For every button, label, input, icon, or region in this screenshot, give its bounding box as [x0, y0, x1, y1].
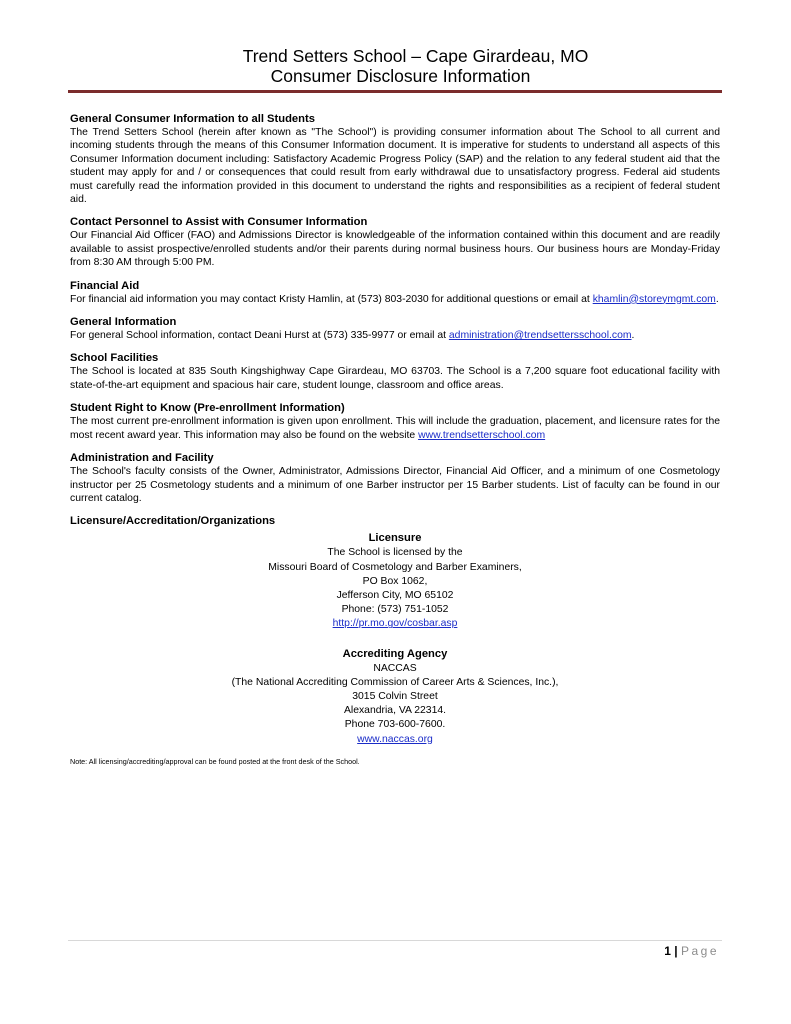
agency-heading: Accrediting Agency	[342, 647, 448, 660]
page-label: Page	[680, 944, 719, 958]
body-text: For general School information, contact Deani Hurst at (573) 335-9977 or email at	[70, 330, 449, 342]
section-student-right-to-know	[70, 401, 720, 442]
section-title: School Facilities	[70, 352, 159, 365]
page-number	[664, 944, 719, 958]
section-title: Licensure/Accreditation/Organizations	[70, 515, 276, 528]
financial-aid-email-link[interactable]: khamlin@storeymgmt.com	[592, 293, 716, 305]
section-title: Financial Aid	[70, 279, 140, 292]
section-title: Student Right to Know (Pre-enrollment Information)	[70, 402, 345, 415]
document-header	[0, 46, 791, 86]
body-text: For financial aid information you may contact Kristy Hamlin, at (573) 803-2030 for additional questions or email at	[70, 293, 593, 305]
accrediting-agency-block	[70, 647, 720, 747]
licensure-line: Jefferson City, MO 65102	[336, 589, 454, 601]
header-divider	[68, 90, 722, 93]
section-licensure-accreditation	[70, 514, 720, 766]
document-body	[70, 112, 720, 767]
licensure-block	[70, 531, 720, 631]
section-body: The School's faculty consists of the Owner, Administrator, Admissions Director, Financial Aid Officer, and a minimum of one Cosmetology instructor per 25 Cosmetology students and a minimum of one Barber instructor per 15 Barber students. List of faculty can be found in our current catalog.	[70, 466, 720, 504]
body-text: .	[631, 330, 635, 342]
section-body: Our Financial Aid Officer (FAO) and Admissions Director is knowledgeable of the information contained within this document and are readily available to assist prospective/enrolled students and/or their parents during normal business hours. Our business hours are Monday-Friday from 8:30 AM through 5:00 PM.	[70, 230, 720, 269]
licensure-heading: Licensure	[368, 532, 422, 545]
agency-line: Phone 703-600-7600.	[344, 719, 446, 731]
licensure-line: Missouri Board of Cosmetology and Barber Examiners,	[268, 561, 522, 573]
section-title: General Information	[70, 316, 177, 329]
body-text: The most current pre-enrollment information is given upon enrollment. This will include the graduation, placement, and licensure rates for the most recent award year. This information may also be found on the website	[70, 416, 720, 441]
section-financial-aid	[70, 279, 720, 306]
section-title: Contact Personnel to Assist with Consumer Information	[70, 216, 368, 229]
section-general-information	[70, 315, 720, 342]
footnote: Note: All licensing/accrediting/approval can be found posted at the front desk of the School.	[70, 756, 360, 766]
document-title: Trend Setters School – Cape Girardeau, MO	[242, 46, 589, 66]
licensure-line: The School is licensed by the	[327, 547, 463, 559]
section-title: General Consumer Information to all Students	[70, 113, 315, 125]
section-body	[70, 415, 720, 442]
section-body	[70, 293, 720, 306]
administration-email-link[interactable]: administration@trendsettersschool.com	[448, 330, 632, 342]
section-body	[70, 329, 720, 342]
cosbar-link[interactable]: http://pr.mo.gov/cosbar.asp	[332, 618, 458, 630]
agency-line: NACCAS	[373, 662, 417, 674]
section-contact-personnel	[70, 215, 720, 269]
section-body: The School is located at 835 South Kingshighway Cape Girardeau, MO 63703. The School is a 7,200 square foot educational facility with state-of-the-art equipment and spacious hair care, student lounge, classroom and office areas.	[70, 366, 720, 391]
section-administration-facility	[70, 451, 720, 505]
section-body: The Trend Setters School (herein after known as "The School") is providing consumer information about The School to all current and incoming students through the means of this Consumer Information document. It is imperative for students to understand all aspects of this Consumer Information document including: Satisfactory Academic Progress Policy (SAP) and the relation to any federal student aid that the student may apply for and / or consequences that could result from early withdrawal due to unsatisfactory progress. Federal aid students must carefully read the information provided in this document to understand the rights and responsibilities as a recipient of federal student aid.	[70, 127, 720, 206]
body-text: .	[715, 293, 719, 305]
section-school-facilities	[70, 351, 720, 392]
naccas-link[interactable]: www.naccas.org	[357, 733, 433, 745]
document-subtitle: Consumer Disclosure Information	[270, 66, 531, 86]
agency-line: Alexandria, VA 22314.	[343, 705, 447, 717]
page-number-value: 1	[664, 944, 671, 958]
website-link[interactable]: www.trendsetterschool.com	[418, 429, 546, 441]
licensure-line: Phone: (573) 751-1052	[341, 604, 449, 616]
section-title: Administration and Facility	[70, 452, 214, 465]
footer-divider	[68, 940, 722, 941]
page-number-separator: |	[674, 944, 678, 958]
section-general-consumer-info	[70, 112, 720, 206]
agency-line: 3015 Colvin Street	[352, 690, 438, 702]
licensure-line: PO Box 1062,	[362, 575, 428, 587]
agency-line: (The National Accrediting Commission of Career Arts & Sciences, Inc.),	[231, 676, 559, 688]
